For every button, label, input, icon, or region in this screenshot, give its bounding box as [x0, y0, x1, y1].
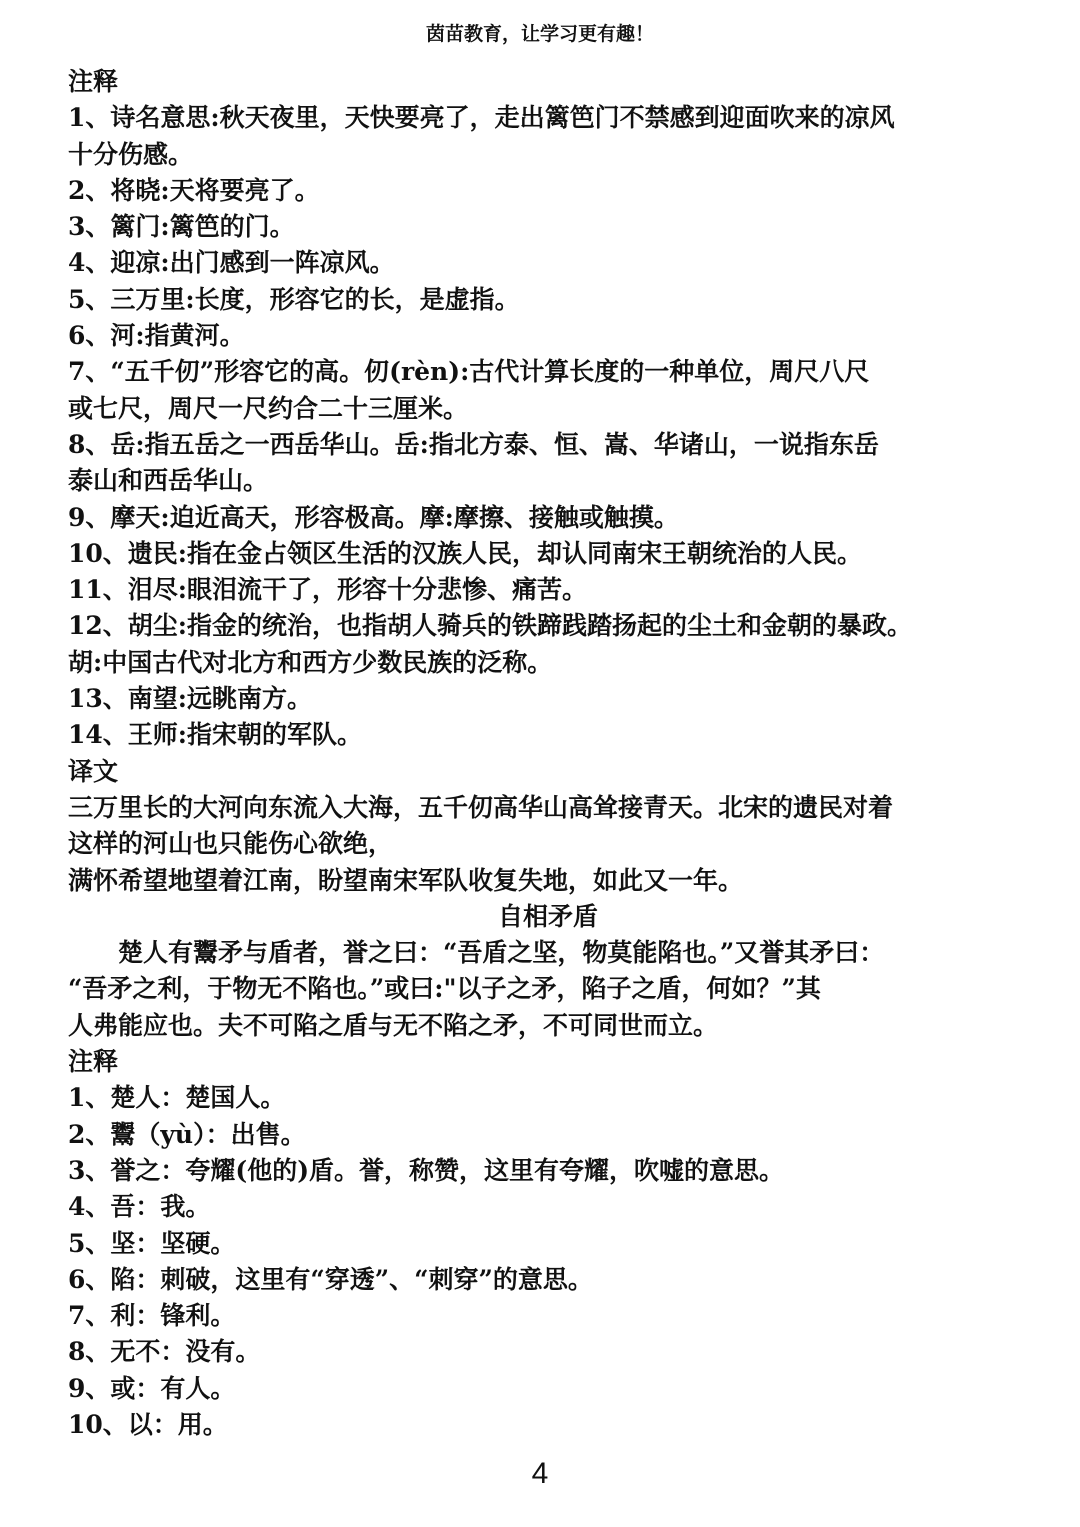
- note-1-3: 3、篱门:篱笆的门。: [68, 212, 295, 242]
- note-2-5: 5、坚：坚硬。: [68, 1228, 236, 1258]
- note-1-13: 13、南望:远眺南方。: [68, 684, 313, 714]
- note-2-8: 8、无不：没有。: [68, 1337, 261, 1367]
- note-1-8: 8、岳:指五岳之一西岳华山。岳:指北方泰、恒、嵩、华诸山，一说指东岳: [68, 429, 879, 459]
- note-heading-2: 注释: [68, 1047, 119, 1077]
- note-1-12: 12、胡尘:指金的统治，也指胡人骑兵的铁蹄践踏扬起的尘土和金朝的暴政。: [68, 611, 913, 641]
- translation-2: 这样的河山也只能伤心欲绝，: [68, 829, 394, 859]
- note-2-9: 9、或：有人。: [68, 1373, 236, 1403]
- note-2-6: 6、陷：刺破，这里有“穿透”、“刺穿”的意思。: [68, 1264, 593, 1294]
- translation-3: 满怀希望地望着江南，盼望南宋军队收复失地，如此又一年。: [68, 865, 744, 895]
- note-1-1b: 十分伤感。: [68, 139, 194, 169]
- note-1-9: 9、摩天:迫近高天，形容极高。摩:摩擦、接触或触摸。: [68, 502, 679, 532]
- note-1-4: 4、迎凉:出门感到一阵凉风。: [68, 248, 395, 278]
- note-1-10: 10、遗民:指在金占领区生活的汉族人民，却认同南宋王朝统治的人民。: [68, 538, 863, 568]
- translation-heading: 译文: [68, 756, 119, 786]
- page-number: 4: [531, 1457, 549, 1490]
- story-3: 人弗能应也。夫不可陷之盾与无不陷之矛，不可同世而立。: [68, 1010, 719, 1040]
- note-1-1: 1、诗名意思:秋天夜里，天快要亮了，走出篱笆门不禁感到迎面吹来的凉风: [68, 103, 895, 133]
- note-1-14: 14、王师:指宋朝的军队。: [68, 720, 363, 750]
- note-2-7: 7、利：锋利。: [68, 1301, 236, 1331]
- translation-1: 三万里长的大河向东流入大海，五千仞高华山高耸接青天。北宋的遗民对着: [68, 792, 894, 822]
- story-1: 楚人有鬻矛与盾者，誉之曰：“吾盾之坚，物莫能陷也。”又誉其矛曰：: [68, 938, 885, 968]
- note-2-4: 4、吾：我。: [68, 1192, 211, 1222]
- note-1-7b: 或七尺，周尺一尺约合二十三厘米。: [68, 393, 469, 423]
- note-1-12b: 胡:中国古代对北方和西方少数民族的泛称。: [68, 647, 553, 677]
- document-body: [68, 64, 1028, 1443]
- note-1-7: 7、“五千仞”形容它的高。仞(rèn):古代计算长度的一种单位，周尺八尺: [68, 357, 870, 387]
- note-heading-1: 注释: [68, 67, 119, 96]
- note-1-11: 11、泪尽:眼泪流干了，形容十分悲惨、痛苦。: [68, 575, 588, 605]
- note-1-8b: 泰山和西岳华山。: [68, 466, 269, 496]
- note-2-10: 10、以：用。: [68, 1409, 228, 1439]
- story-title: 自相矛盾: [497, 901, 598, 931]
- story-2: “吾矛之利，于物无不陷也。”或曰:"以子之矛，陷子之盾，何如？”其: [68, 974, 821, 1004]
- note-2-2: 2、鬻（yù）：出售。: [68, 1119, 306, 1149]
- note-2-3: 3、誉之：夸耀(他的)盾。誉，称赞，这里有夸耀，吹嘘的意思。: [68, 1155, 785, 1185]
- note-1-2: 2、将晓:天将要亮了。: [68, 175, 320, 205]
- page-header: 茵苗教育，让学习更有趣！: [425, 23, 654, 45]
- note-1-6: 6、河:指黄河。: [68, 321, 245, 351]
- note-1-5: 5、三万里:长度，形容它的长，是虚指。: [68, 284, 520, 314]
- note-2-1: 1、楚人：楚国人。: [68, 1083, 286, 1113]
